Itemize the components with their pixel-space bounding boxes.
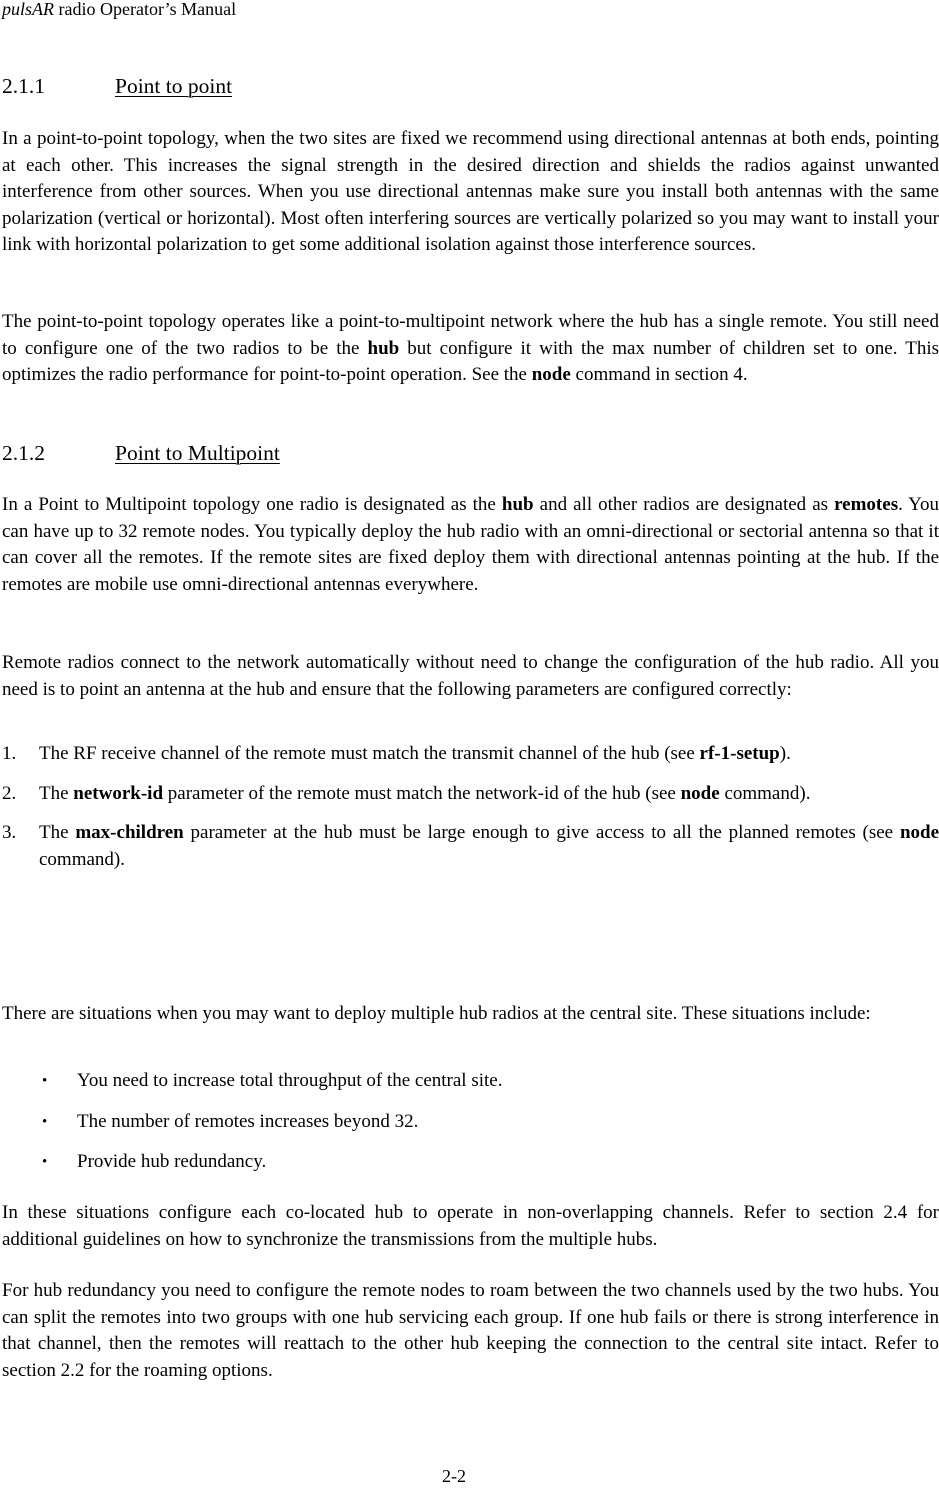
bullet-icon: •: [42, 1073, 48, 1089]
list-item: 1. The RF receive channel of the remote must match the transmit channel of the hub (see rf-1-setup).: [2, 741, 939, 768]
page-number: 2-2: [442, 1466, 466, 1486]
term-node: node: [899, 822, 939, 843]
list-item: 2. The network-id parameter of the remote must match the network-id of the hub (see node command).: [2, 781, 939, 808]
list-item: • The number of remotes increases beyond 32.: [2, 1109, 939, 1136]
manual-title: radio Operator’s Manual: [54, 0, 237, 19]
term-network-id: network-id: [73, 782, 164, 804]
list-marker: 2.: [2, 782, 17, 804]
list-marker: 1.: [2, 743, 17, 764]
section-title: Point to Multipoint: [115, 441, 280, 465]
list-item: 3. The max-children parameter at the hub must be large enough to give access to all the planned remotes (see node command).: [2, 822, 939, 870]
term-hub: hub: [501, 494, 534, 515]
term-max-children: max-children: [75, 822, 184, 843]
bullet-icon: •: [42, 1113, 48, 1130]
section-number: 2.1.2: [2, 441, 45, 465]
section-heading-2-1-2: [2, 440, 280, 466]
configuration-steps-list: [2, 741, 939, 873]
term-remotes: remotes: [834, 494, 899, 515]
section-number: 2.1.1: [2, 74, 45, 98]
paragraph-point-to-point-topology: The point-to-point topology operates like a point-to-multipoint network where the hub has a single remote. You still need to configure one of the two radios to be the hub but configure it with the max number of children set to one. This optimizes the radio performance for point-to-point operation. See the node command in section 4.: [2, 311, 939, 385]
bullet-icon: •: [42, 1154, 48, 1170]
running-header: [2, 0, 236, 20]
list-marker: 3.: [2, 822, 17, 843]
paragraph-remote-radios-connect: Remote radios connect to the network automatically without need to change the configuration of the hub radio. All you need is to point an antenna at the hub and ensure that the following parameters are configured correctly:: [2, 652, 939, 700]
situations-bullet-list: [2, 1068, 939, 1176]
paragraph-hub-redundancy: For hub redundancy you need to configure the remote nodes to roam between the two channels used by the two hubs. You can split the remotes into two groups with one hub servicing each group. If one hub fails or there is strong interference in that channel, then the remotes will reattach to the other hub keeping the connection to the central site intact. Refer to section 2.2 for the roaming options.: [2, 1280, 939, 1381]
list-item: • You need to increase total throughput of the central site.: [2, 1068, 939, 1095]
term-node: node: [531, 364, 571, 385]
paragraph-co-located-hubs: In these situations configure each co-located hub to operate in non-overlapping channels. Refer to section 2.4 for additional guidelines on how to synchronize the transmissions from the multiple hubs.: [2, 1202, 939, 1250]
list-item: • Provide hub redundancy.: [2, 1149, 939, 1176]
section-heading-2-1-1: [2, 73, 232, 99]
paragraph-directional-antennas: In a point-to-point topology, when the two sites are fixed we recommend using directional antennas at both ends, pointing at each other. This increases the signal strength in the desired direction and shields the radios against unwanted interference from other sources. When you use directional antennas make sure you install both antennas with the same polarization (vertical or horizontal). Most often interfering sources are vertically polarized so you may want to install your link with horizontal polarization to get some additional isolation against those interference sources.: [2, 128, 939, 255]
paragraph-multiple-hub-situations: There are situations when you may want to deploy multiple hub radios at the central site. These situations include:: [2, 1003, 871, 1024]
paragraph-point-to-multipoint-topology: In a Point to Multipoint topology one radio is designated as the hub and all other radios are designated as remotes. You can have up to 32 remote nodes. You typically deploy the hub radio with an omni-directional or sectorial antenna so that it can cover all the remotes. If the remote sites are fixed deploy them with directional antennas pointing at the hub. If the remotes are mobile use omni-directional antennas everywhere.: [2, 494, 939, 595]
term-node: node: [680, 782, 720, 804]
product-name: pulsAR: [2, 0, 54, 19]
term-hub: hub: [367, 337, 400, 359]
section-title: Point to point: [115, 74, 233, 98]
term-rf-1-setup: rf-1-setup: [699, 743, 780, 764]
